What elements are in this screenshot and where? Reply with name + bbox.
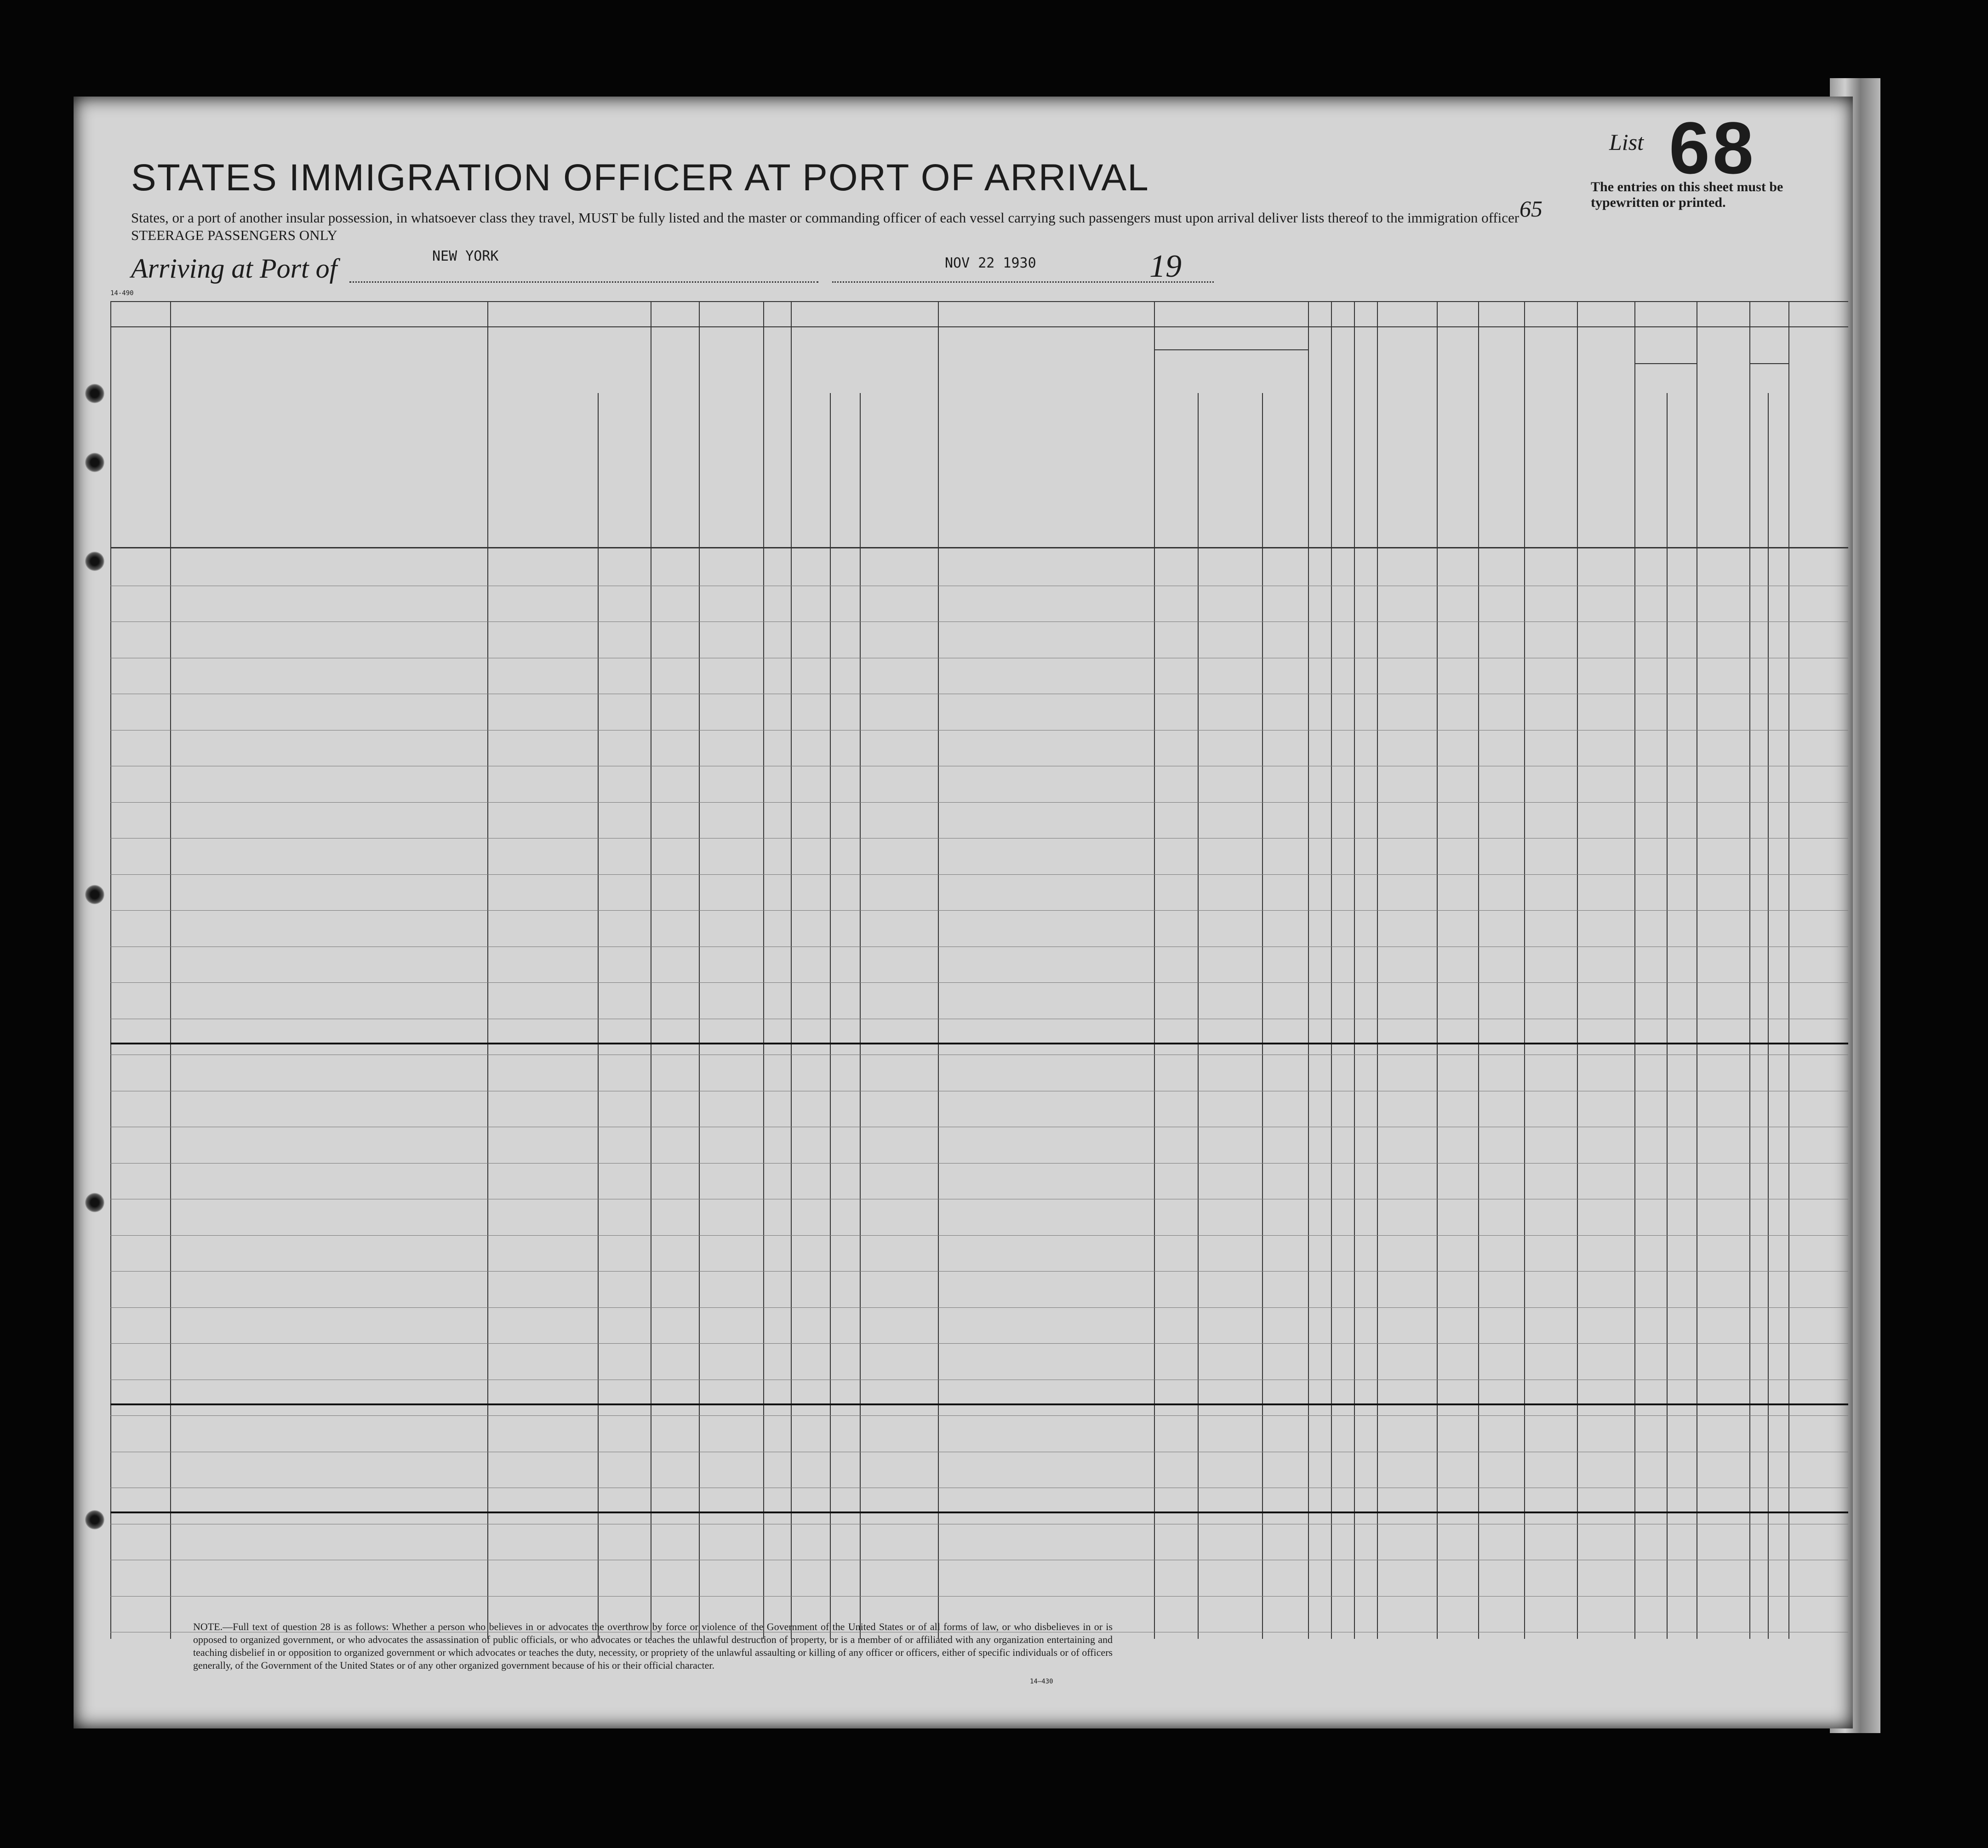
row-strikethrough <box>110 1511 1848 1513</box>
height-divider <box>1634 363 1697 364</box>
row-divider <box>110 982 1848 983</box>
column-divider <box>699 301 700 1639</box>
subcolumn-divider <box>598 393 599 1639</box>
port-value: NEW YORK <box>432 248 499 264</box>
column-divider <box>110 301 111 1639</box>
handwritten-page-number: 65 <box>1520 196 1542 222</box>
punch-hole <box>85 1193 104 1212</box>
row-divider <box>110 910 1848 911</box>
arriving-label: Arriving at Port of <box>131 253 337 284</box>
row-divider <box>110 1343 1848 1344</box>
column-divider <box>1788 301 1789 1639</box>
column-divider <box>1331 301 1332 1639</box>
column-divider <box>487 301 488 1639</box>
row-divider <box>110 802 1848 803</box>
column-divider <box>1437 301 1438 1639</box>
row-divider <box>110 1235 1848 1236</box>
subcolumn-divider <box>1262 393 1263 1639</box>
column-divider <box>1577 301 1578 1639</box>
color-divider <box>1749 363 1788 364</box>
subcolumn-divider <box>1198 393 1199 1639</box>
column-divider <box>1354 301 1355 1639</box>
column-divider <box>1524 301 1525 1639</box>
header-top-line <box>110 301 1848 302</box>
row-strikethrough <box>110 1403 1848 1405</box>
punch-hole <box>85 552 104 571</box>
purpose-divider <box>1154 349 1308 350</box>
footnote-code: 14—430 <box>1030 1678 1053 1685</box>
manifest-table <box>110 301 1848 1630</box>
intro-text <box>131 209 1602 244</box>
row-divider <box>110 1596 1848 1597</box>
date-value: NOV 22 1930 <box>945 255 1036 271</box>
intro-line-2: STEERAGE PASSENGERS ONLY <box>131 227 337 243</box>
form-code: 14-490 <box>110 290 134 297</box>
subcolumn-divider <box>860 393 861 1639</box>
punch-hole <box>85 885 104 904</box>
row-divider <box>110 1271 1848 1272</box>
footnote: NOTE.—Full text of question 28 is as follows: Whether a person who believes in or advocates the overthrow by force or violence of the Government of the United States or of all forms of law, or who disbelieves in or is opposed to organized government, or who advocates the assassination of public officials, or who advocates or teaches the unlawful destruction of property, or is a member of or affiliated with any organization entertaining and teaching disbelief in or opposition to organized government or which advocates or teaches the duty, necessity, or propriety of the unlawful assaulting or killing of any officer or officers, either of specific individuals or of officers generally, of the Government of the United States or of any other organized government because of his or their official character. <box>193 1621 1113 1671</box>
punch-hole <box>85 1510 104 1529</box>
header-number-line <box>110 326 1848 327</box>
column-divider <box>1377 301 1378 1639</box>
column-divider <box>1634 301 1635 1639</box>
list-number: 68 <box>1669 107 1756 189</box>
year-prefix: 19 <box>1149 249 1182 284</box>
intro-line-1: States, or a port of another insular possession, in whatsoever class they travel, MUST be fully listed and the master or commanding officer of each vessel carrying such passengers must upon arrival deliver lists thereof to the immigration officer <box>131 210 1520 226</box>
list-number-box <box>1591 107 1784 216</box>
row-divider <box>110 1307 1848 1308</box>
column-divider <box>170 301 171 1639</box>
list-label: List <box>1609 129 1644 155</box>
subcolumn-divider <box>830 393 831 1639</box>
punch-hole <box>85 453 104 472</box>
list-note: The entries on this sheet must be typewritten or printed. <box>1591 179 1783 210</box>
row-divider <box>110 1415 1848 1416</box>
subcolumn-divider <box>1667 393 1668 1639</box>
column-divider <box>1154 301 1155 1639</box>
column-divider <box>1478 301 1479 1639</box>
row-strikethrough <box>110 1043 1848 1044</box>
header-bottom-line <box>110 547 1848 548</box>
row-divider <box>110 874 1848 875</box>
column-divider <box>791 301 792 1639</box>
port-line <box>349 281 818 283</box>
row-divider <box>110 1163 1848 1164</box>
page-title: STATES IMMIGRATION OFFICER AT PORT OF ARRIVAL <box>131 157 1149 199</box>
column-divider <box>938 301 939 1639</box>
column-divider <box>1749 301 1750 1639</box>
column-divider <box>763 301 764 1639</box>
column-divider <box>1308 301 1309 1639</box>
punch-hole <box>85 384 104 403</box>
manifest-page <box>74 97 1853 1728</box>
subcolumn-divider <box>1768 393 1769 1639</box>
